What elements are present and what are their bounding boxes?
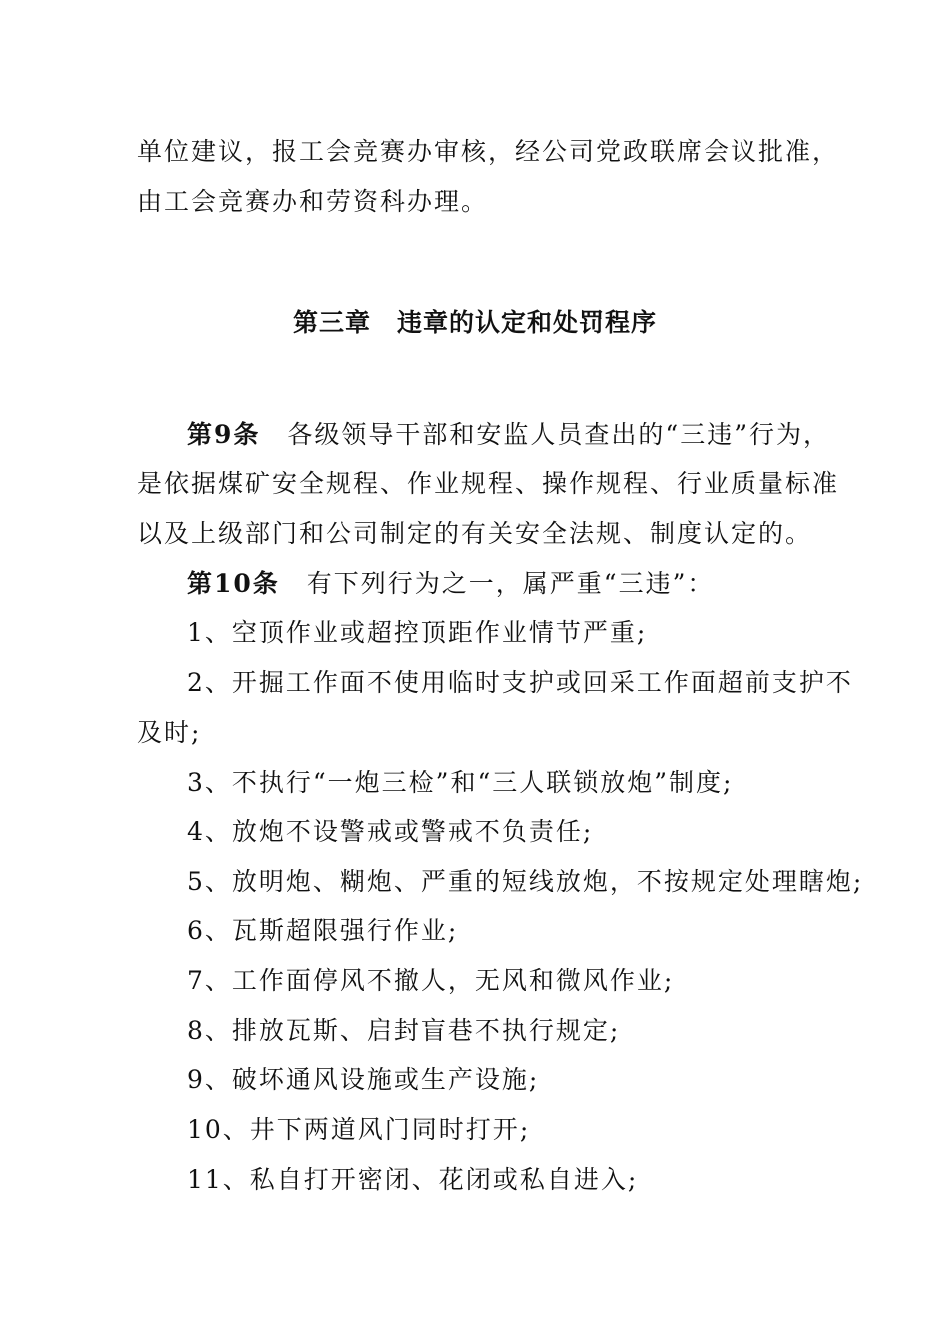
list-item: 5、放明炮、糊炮、严重的短线放炮，不按规定处理瞎炮;	[187, 867, 864, 896]
article-9-line-1	[187, 418, 830, 452]
list-item: 7、工作面停风不撤人，无风和微风作业;	[187, 966, 675, 995]
list-item: 9、破坏通风设施或生产设施;	[187, 1065, 540, 1094]
list-item-continuation: 及时;	[137, 718, 202, 747]
list-item: 8、排放瓦斯、启封盲巷不执行规定;	[187, 1016, 621, 1045]
article-10-line	[187, 567, 714, 601]
chapter-title: 第三章 违章的认定和处罚程序	[292, 308, 657, 337]
list-item: 3、不执行“一炮三检”和“三人联锁放炮”制度;	[187, 768, 734, 797]
intro-line-2: 由工会竞赛办和劳资科办理。	[137, 187, 489, 216]
article-9-line-2: 是依据煤矿安全规程、作业规程、操作规程、行业质量标准	[137, 469, 840, 498]
article-10-label: 第10条	[187, 569, 280, 598]
article-10-text: 有下列行为之一，属严重“三违”：	[279, 569, 715, 598]
article-9-text-1: 各级领导干部和安监人员查出的“三违”行为，	[260, 420, 830, 449]
list-item: 11、私自打开密闭、花闭或私自进入;	[187, 1165, 639, 1194]
list-item: 4、放炮不设警戒或警戒不负责任;	[187, 817, 594, 846]
list-item: 2、开掘工作面不使用临时支护或回采工作面超前支护不	[187, 668, 853, 697]
list-item: 10、井下两道风门同时打开;	[187, 1115, 531, 1144]
article-9-label: 第9条	[187, 420, 261, 449]
list-item: 6、瓦斯超限强行作业;	[187, 916, 459, 945]
intro-line-1: 单位建议，报工会竞赛办审核，经公司党政联席会议批准，	[137, 137, 840, 166]
list-item: 1、空顶作业或超控顶距作业情节严重;	[187, 618, 648, 647]
article-9-line-3: 以及上级部门和公司制定的有关安全法规、制度认定的。	[137, 519, 813, 548]
